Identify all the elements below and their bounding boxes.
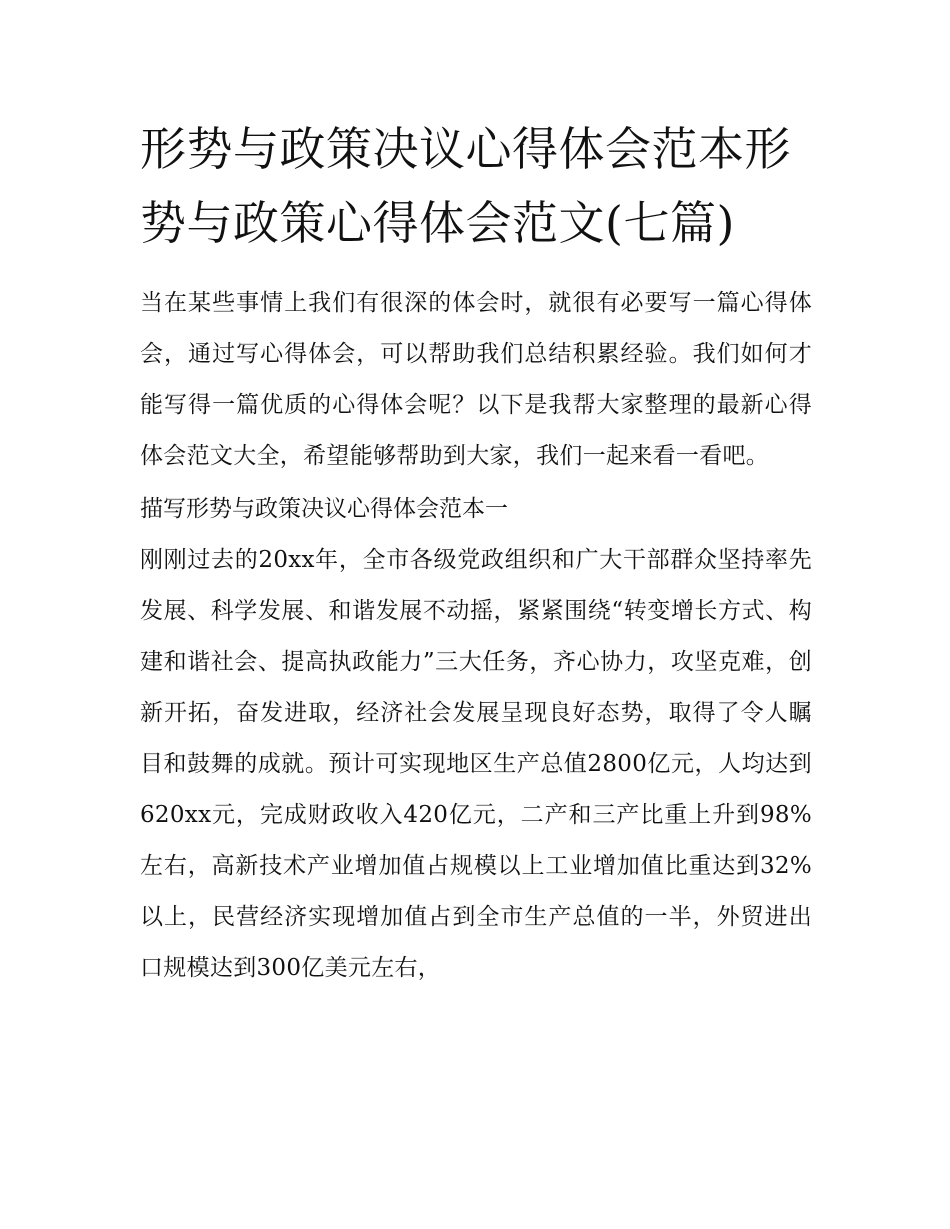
intro-paragraph: 当在某些事情上我们有很深的体会时，就很有必要写一篇心得体会，通过写心得体会，可以帮助我们总结积累经验。我们如何才能写得一篇优质的心得体会呢？以下是我帮大家整理的最新心得体会范文大全，希望能够帮助到大家，我们一起来看一看吧。 [140,290,812,469]
document-title: 形势与政策决议心得体会范本形势与政策心得体会范文(七篇) [140,122,791,250]
section-heading: 描写形势与政策决议心得体会范本一 [140,496,508,522]
document-content [140,112,812,994]
section-body-paragraph: 刚刚过去的20xx年，全市各级党政组织和广大干部群众坚持率先发展、科学发展、和谐发展不动摇，紧紧围绕“转变增长方式、构建和谐社会、提高执政能力”三大任务，齐心协力，攻坚克难，创新开拓，奋发进取，经济社会发展呈现良好态势，取得了令人瞩目和鼓舞的成就。预计可实现地区生产总值2800亿元，人均达到620xx元，完成财政收入420亿元，二产和三产比重上升到98%左右，高新技术产业增加值占规模以上工业增加值比重达到32%以上，民营经济实现增加值占到全市生产总值的一半，外贸进出口规模达到300亿美元左右， [140,547,812,981]
